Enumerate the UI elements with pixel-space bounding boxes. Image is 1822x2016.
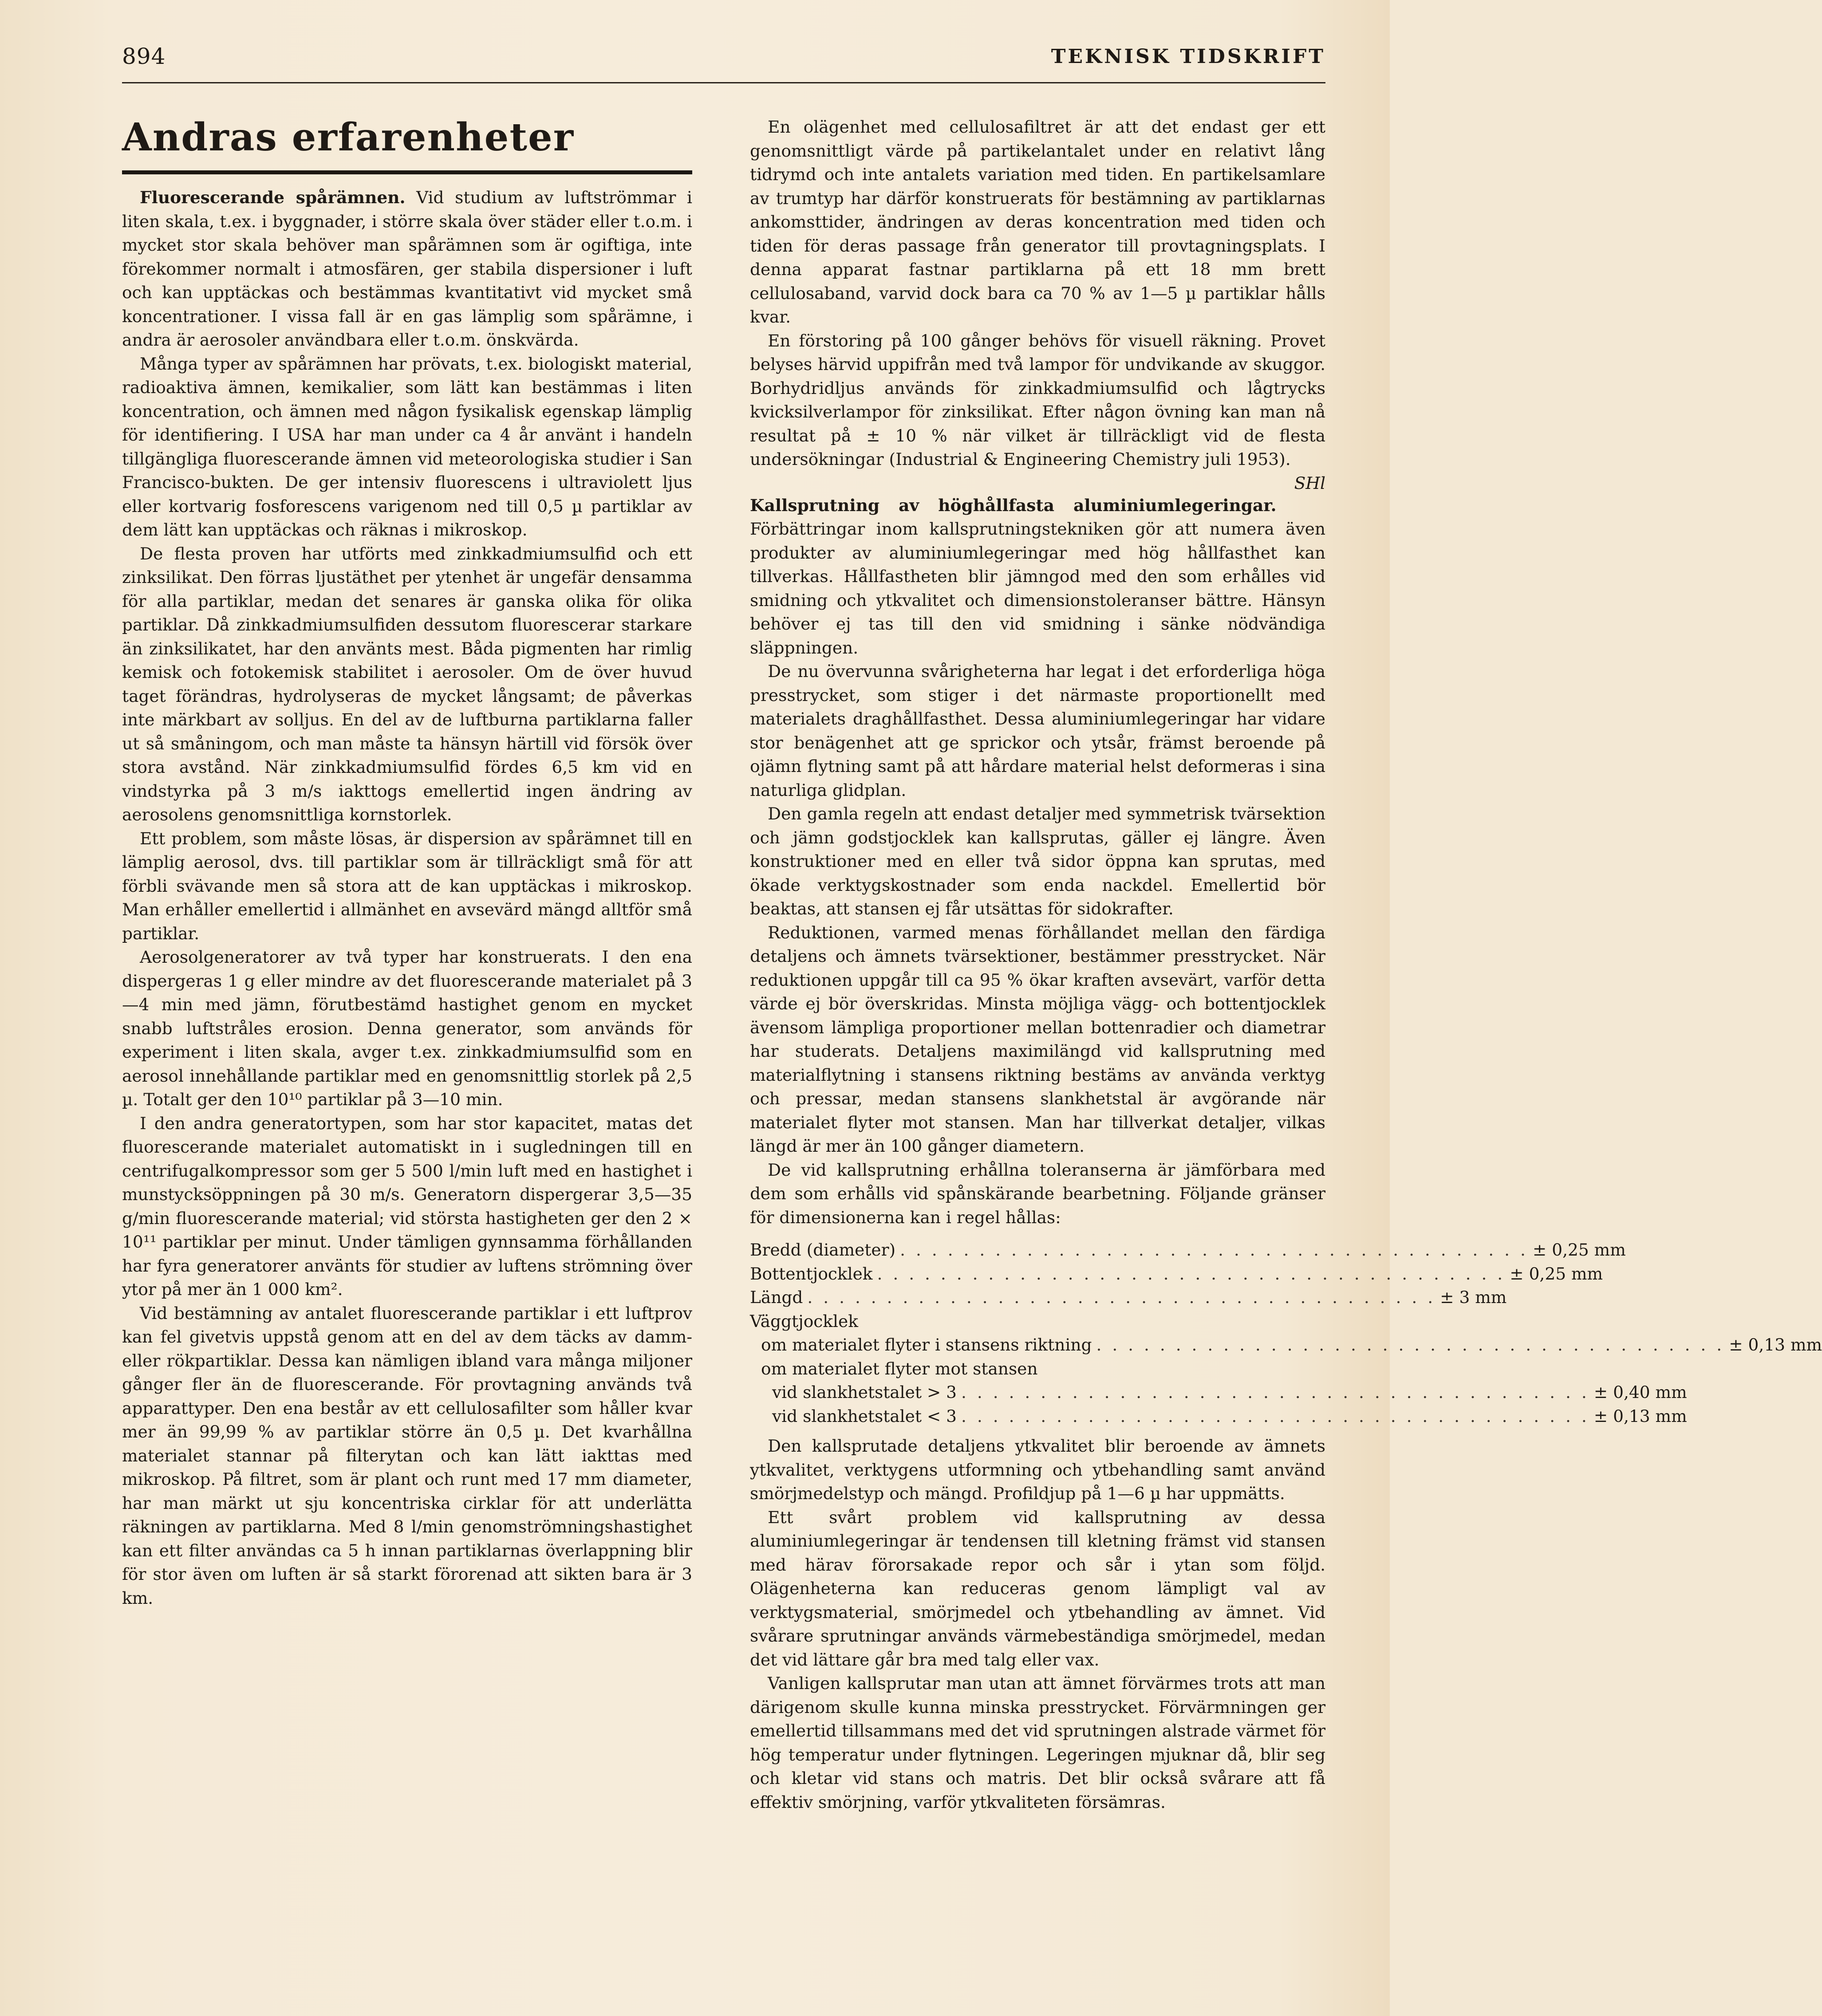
article2-paragraph: Ett svårt problem vid kallsprutning av dessa aluminiumlegeringar är tendensen till kletning främst vid stansen med härav förorsakade repor och sår i ytan som följd. Olägenheterna kan reduceras genom lämpligt val av verktygsmaterial, smörjmedel och ytbehandling av ämnet. Vid svårare sprutningar används värmebeständiga smörjmedel, medan det vid lättare går bra med talg eller vax. (750, 1507, 1325, 1670)
dot-leader: . . . . . . . . . . . . . . . . . . . . . . . . . . . . . . . . . . . . . . . . (807, 1288, 1436, 1307)
page-header (122, 43, 1325, 79)
tolerance-row (750, 1357, 1325, 1381)
tolerance-value: ± 0,13 mm (1729, 1335, 1822, 1354)
tolerance-label: vid slankhetstalet > 3 (772, 1382, 957, 1402)
article1-paragraph: Aerosolgeneratorer av två typer har konstruerats. I den ena dispergeras 1 g eller mindre av det fluorescerande materialet på 3—4 min med jämn, förutbestämd hastighet genom en mycket snabb luftstråles erosion. Denna generator, som används för experiment i liten skala, avger t.ex. zinkkadmiumsulfid som en aerosol innehållande partiklar med en genomsnittlig storlek på 2,5 µ. Totalt ger den 10¹⁰ partiklar på 3—10 min. (122, 947, 692, 1109)
article2-paragraph: De vid kallsprutning erhållna toleranserna är jämförbara med dem som erhålls vid spånskärande bearbetning. Följande gränser för dimensionerna kan i regel hållas: (750, 1160, 1325, 1227)
article1-lead: Fluorescerande spårämnen. (140, 188, 406, 207)
header-rule (122, 82, 1325, 83)
section-title: Andras erfarenheter (122, 115, 575, 160)
article2-paragraph: Vanligen kallsprutar man utan att ämnet förvärmes trots att man därigenom skulle kunna minska presstrycket. Förvärmningen ger emellertid tillsammans med det vid sprutningen alstrade värmet för hög temperatur under flytningen. Legeringen mjuknar då, blir seg och kletar vid stans och matris. Det blir också svårare att få effektiv smörjning, varför ytkvaliteten försämras. (750, 1673, 1325, 1812)
journal-name: TEKNISK TIDSKRIFT (1051, 45, 1325, 68)
article1-paragraph (122, 186, 692, 352)
tolerance-label: om materialet flyter mot stansen (761, 1358, 1038, 1378)
tolerance-label: Längd (750, 1288, 803, 1307)
tolerance-value: ± 0,40 mm (1593, 1382, 1687, 1402)
tolerance-table (750, 1238, 1822, 1428)
dot-leader: . . . . . . . . . . . . . . . . . . . . . . . . . . . . . . . . . . . . . . . . (900, 1240, 1528, 1260)
tolerance-label: Bredd (diameter) (750, 1240, 896, 1260)
article1-paragraph (750, 329, 1325, 493)
tolerance-value: ± 0,25 mm (1532, 1240, 1626, 1260)
article1-paragraph: I den andra generatortypen, som har stor kapacitet, matas det fluorescerande materialet automatiskt in i sugledningen till en centrifugalkompressor som ger 5 500 l/min luft med en hastighet i munstycksöppningen på 30 m/s. Generatorn dispergerar 3,5—35 g/min fluorescerande material; vid största hastigheten ger den 2 × 10¹¹ partiklar per minut. Under tämligen gynnsamma förhållanden har fyra generatorer använts för studier av luftens strömning över ytor på mer än 1 000 km². (122, 1113, 692, 1299)
tolerance-label: Bottentjocklek (750, 1264, 873, 1284)
article1-paragraph-text: En förstoring på 100 gånger behövs för visuell räkning. Provet belyses härvid uppifrån med två lampor för undvikande av skuggor. Borhydridljus används för zinkkadmiumsulfid och lågtrycks kvicksilverlampor för zinksilikat. Efter någon övning kan man nå resultat på ± 10 % när vilket är tillräckligt vid de flesta undersökningar (Industrial & Engineering Chemistry juli 1953). (750, 331, 1325, 469)
article2-paragraph: Den gamla regeln att endast detaljer med symmetrisk tvärsektion och jämn godstjocklek kan kallsprutas, gäller ej längre. Även konstruktioner med en eller två sidor öppna kan sprutas, med ökade verktygskostnader som enda nackdel. Emellertid bör beaktas, att stansen ej får utsättas för sidokrafter. (750, 804, 1325, 918)
tolerance-value: ± 0,25 mm (1510, 1264, 1603, 1284)
tolerance-label: vid slankhetstalet < 3 (772, 1406, 957, 1426)
tolerance-row (750, 1381, 1687, 1405)
article2-paragraph: De nu övervunna svårigheterna har legat i det erforderliga höga presstrycket, som stiger i det närmaste proportionellt med materialets draghållfasthet. Dessa aluminiumlegeringar har vidare stor benägenhet att ge sprickor och ytsår, främst beroende på ojämn flytning samt på att hårdare material helst deformeras i sina naturliga glidplan. (750, 662, 1325, 800)
article1-paragraph: Många typer av spårämnen har prövats, t.ex. biologiskt material, radioaktiva ämnen, kemikalier, som lätt kan bestämmas i liten koncentration, och ämnen med någon fysikalisk egenskap lämplig för identifiering. I USA har man under ca 4 år använt i handeln tillgängliga fluorescerande ämnen vid meteorologiska studier i San Francisco-bukten. De ger intensiv fluorescens i ultraviolett ljus eller kortvarig fosforescens varigenom ned till 0,5 µ partiklar av dem lätt kan upptäckas och räknas i mikroskop. (122, 354, 692, 539)
dot-leader: . . . . . . . . . . . . . . . . . . . . . . . . . . . . . . . . . . . . . . . . (961, 1406, 1589, 1426)
article-gap (750, 472, 1325, 494)
tolerance-value: ± 0,13 mm (1593, 1406, 1687, 1426)
article1-paragraph: En olägenhet med cellulosafiltret är att det endast ger ett genomsnittligt värde på partikelantalet under en relativt lång tidrymd och inte antalets variation med tiden. En partikelsamlare av trumtyp har därför konstruerats för bestämning av partiklarnas ankomsttider, ändringen av deras koncentration med tiden och tiden för deras passage från generator till provtagningsplats. I denna apparat fastnar partiklarna på ett 18 mm brett cellulosaband, varvid dock bara ca 70 % av 1—5 µ partiklar hålls kvar. (750, 117, 1325, 327)
article1-paragraph: Ett problem, som måste lösas, är dispersion av spårämnet till en lämplig aerosol, dvs. till partiklar som är tillräckligt små för att förbli svävande men så stora att de kan upptäckas i mikroskop. Man erhåller emellertid i allmänhet en avsevärd mängd alltför små partiklar. (122, 828, 692, 943)
tolerance-row (750, 1286, 1507, 1310)
title-rule (122, 170, 692, 174)
article2-paragraph: Den kallsprutade detaljens ytkvalitet blir beroende av ämnets ytkvalitet, verktygens utformning och ytbehandling samt använd smörjmedelstyp och mängd. Profildjup på 1—6 µ har uppmätts. (750, 1436, 1325, 1503)
article2-paragraph: Reduktionen, varmed menas förhållandet mellan den färdiga detaljens och ämnets tvärsektioner, bestämmer presstrycket. När reduktionen uppgår till ca 95 % ökar kraften avsevärt, varför detta värde ej bör överskridas. Minsta möjliga vägg- och bottentjocklek ävensom lämpliga proportioner mellan bottenradier och diametrar har studerats. Detaljens maximilängd vid kallsprutning med materialflytning i stansens riktning bestäms av använda verktyg och pressar, medan stansens slankhetstal är avgörande när materialet flyter mot stansen. Man har tillverkat detaljer, vilkas längd är mer än 100 gånger diametern. (750, 922, 1325, 1156)
article1-signature: SHl (1294, 473, 1325, 493)
article1-paragraph: De flesta proven har utförts med zinkkadmiumsulfid och ett zinksilikat. Den förras ljustäthet per ytenhet är ungefär densamma för alla partiklar, medan det senares är ganska olika för olika partiklar. Då zinkkadmiumsulfiden dessutom fluorescerar starkare än zinksilikatet, har den använts mest. Båda pigmenten har rimlig kemisk och fotokemisk stabilitet i aerosoler. Om de över huvud taget förändras, hydrolyseras de mycket långsamt; de påverkas inte märkbart av solljus. En del av de luftburna partiklarna faller ut så småningom, och man måste ta hänsyn härtill vid försök över stora avstånd. När zinkkadmiumsulfid fördes 6,5 km vid en vindstyrka på 3 m/s iakttogs emellertid ingen ändring av aerosolens genomsnittliga kornstorlek. (122, 543, 692, 824)
left-column (122, 111, 692, 1610)
article2-paragraph-text: Förbättringar inom kallsprutningstekniken gör att numera även produkter av aluminiumlegeringar med hög hållfasthet kan tillverkas. Hållfastheten blir jämngod med den som erhålles vid smidning och ytkvalitet och dimensionstoleranser bättre. Hänsyn behöver ej tas till den vid smidning i sänke nödvändiga släppningen. (750, 519, 1325, 658)
article1-paragraph: Vid bestämning av antalet fluorescerande partiklar i ett luftprov kan fel givetvis uppstå genom att en del av dem täcks av damm- eller rökpartiklar. Dessa kan nämligen ibland vara många miljoner gånger fler än de fluorescerande. För provtagning används två apparattyper. Den ena består av ett cellulosafilter som håller kvar mer än 99,99 % av partiklar större än 0,5 µ. Det kvarhållna materialet stannar på filterytan och kan lätt iakttas med mikroskop. På filtret, som är plant och runt med 17 mm diameter, har man märkt ut sju koncentriska cirklar för att underlätta räkningen av partiklarna. Med 8 l/min genomströmningshastighet kan ett filter användas ca 5 h innan partiklarnas överlappning blir för stor även om luften är så starkt förorenad att sikten bara är 3 km. (122, 1303, 692, 1608)
page-number: 894 (122, 43, 166, 69)
tolerance-label: om materialet flyter i stansens riktning (761, 1335, 1092, 1354)
article1-paragraph-text: Vid studium av luftströmmar i liten skala, t.ex. i byggnader, i större skala över städer eller t.o.m. i mycket stor skala behöver man spårämnen som är ogiftiga, inte förekommer normalt i atmosfären, ger stabila dispersioner i luft och kan upptäckas och bestämmas kvantitativt vid mycket små koncentrationer. I vissa fall är en gas lämplig som spårämne, i andra är aerosoler användbara eller t.o.m. önskvärda. (122, 188, 692, 350)
right-column (750, 115, 1822, 1814)
tolerance-row (750, 1310, 1325, 1334)
dot-leader: . . . . . . . . . . . . . . . . . . . . . . . . . . . . . . . . . . . . . . . . (1096, 1335, 1725, 1354)
tolerance-row (750, 1262, 1603, 1286)
dot-leader: . . . . . . . . . . . . . . . . . . . . . . . . . . . . . . . . . . . . . . . . (961, 1382, 1589, 1402)
tolerance-row (750, 1238, 1626, 1262)
article2-paragraph (750, 494, 1325, 660)
tolerance-row (750, 1333, 1822, 1357)
tolerance-value: ± 3 mm (1440, 1288, 1507, 1307)
tolerance-label: Väggtjocklek (750, 1311, 858, 1331)
dot-leader: . . . . . . . . . . . . . . . . . . . . . . . . . . . . . . . . . . . . . . . . (877, 1264, 1506, 1284)
tolerance-row (750, 1405, 1687, 1429)
article2-lead: Kallsprutning av höghållfasta aluminiumlegeringar. (750, 495, 1277, 515)
